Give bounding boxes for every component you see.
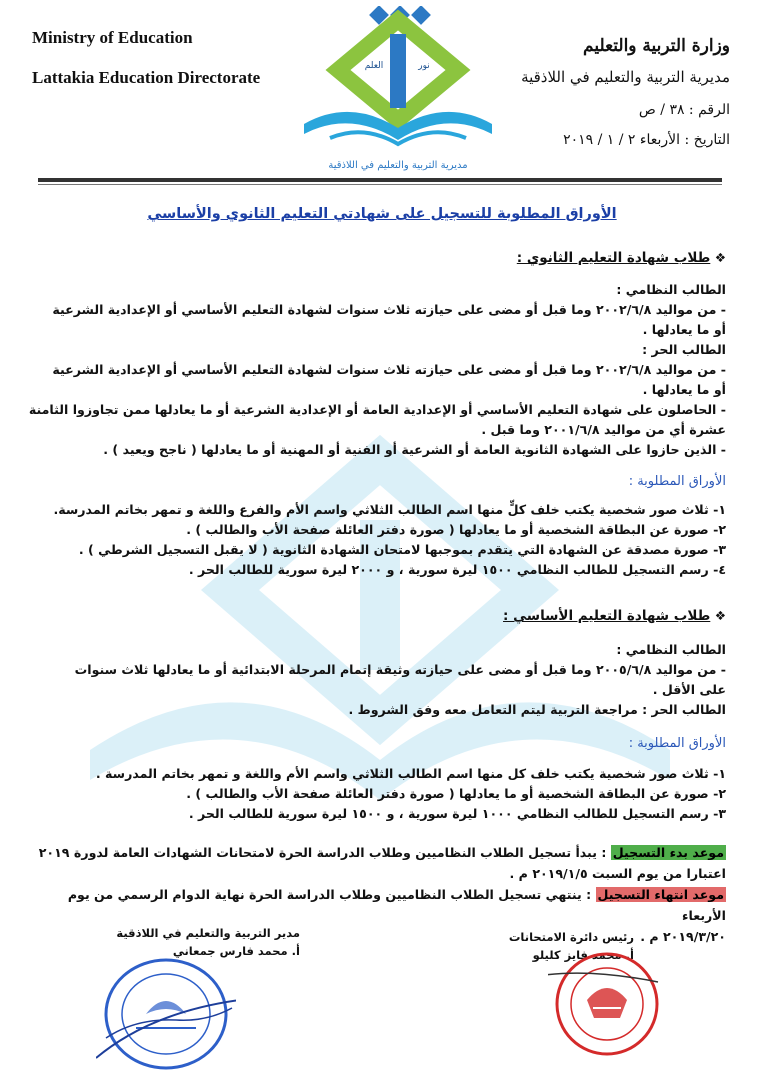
paper-item: ٢- صورة عن البطاقة الشخصية أو ما يعادلها ( صورة دفتر العائلة صفحة الأب والطالب ) .	[186, 786, 726, 801]
secondary-free-line: أو ما يعادلها .	[642, 382, 726, 397]
diamond-bullet-icon: ❖	[710, 608, 726, 623]
paper-item: ١- ثلاث صور شخصية يكتب خلف كل منها اسم الطالب الثلاثي واسم الأم واللغة و تمهر بخاتم المدرسة .	[95, 766, 726, 781]
secondary-section	[26, 248, 726, 580]
end-date-text-cont: ٢٠١٩/٣/٢٠ م .	[640, 929, 726, 944]
paper-item: ٤- رسم التسجيل للطالب النظامي ١٥٠٠ ليرة سورية ، و ٢٠٠٠ ليرة سورية للطالب الحر .	[188, 562, 726, 577]
paper-item: ١- ثلاث صور شخصية يكتب خلف كلٍّ منها اسم الطالب الثلاثي واسم الأم والفرع واللغة و تمهر بخاتم المدرسة.	[53, 502, 726, 517]
start-date-label: موعد بدء التسجيل	[612, 845, 724, 860]
left-signer-title: مدير التربية والتعليم في اللاذقية	[116, 926, 300, 940]
secondary-regular-line: - من مواليد ٢٠٠٢/٦/٨ وما قبل أو مضى على حيازته ثلاث سنوات لشهادة التعليم الأساسي أو الإعدادية الشرعية	[52, 302, 726, 317]
logo-word-left: العلم	[364, 61, 384, 71]
directorate-ar: مديرية التربية والتعليم في اللاذقية	[521, 68, 730, 86]
secondary-papers-label: الأوراق المطلوبة :	[628, 474, 726, 489]
paper-item: ٣- رسم التسجيل للطالب النظامي ١٠٠٠ ليرة سورية ، و ١٥٠٠ ليرة سورية للطالب الحر .	[188, 806, 726, 821]
left-signer-name: أ. محمد فارس جمعاني	[172, 944, 300, 958]
ministry-en: Ministry of Education	[32, 28, 193, 47]
right-signer-title: رئيس دائرة الامتحانات	[508, 930, 634, 944]
basic-regular-line: - من مواليد ٢٠٠٥/٦/٨ وما قبل أو مضى على حيازته وثيقة إتمام المرحلة الابتدائية أو ما يعادلها ثلاث سنوات	[74, 662, 726, 677]
start-date-text-cont: اعتبارا من يوم السبت ٢٠١٩/١/٥ م .	[509, 866, 726, 881]
end-date-label: موعد انتهاء التسجيل	[597, 887, 724, 902]
end-date-text: : ينتهي تسجيل الطلاب النظاميين وطلاب الدراسة الحرة نهاية الدوام الرسمي من يوم الأربعاء	[67, 887, 726, 923]
basic-free-line: الطالب الحر : مراجعة التربية ليتم التعامل معه وفق الشروط .	[348, 702, 726, 717]
secondary-free-label: الطالب الحر :	[642, 342, 726, 357]
red-stamp	[548, 948, 666, 1058]
ministry-logo	[300, 6, 496, 176]
directorate-en: Lattakia Education Directorate	[32, 68, 261, 87]
blue-stamp	[96, 948, 236, 1072]
paper-item: ٣- صورة مصدقة عن الشهادة التي يتقدم بموجبها لامتحان الشهادة الثانوية ( لا يقبل التسجيل الشرطي ) .	[78, 542, 726, 557]
paper-item: ٢- صورة عن البطاقة الشخصية أو ما يعادلها ( صورة دفتر العائلة صفحة الأب والطالب ) .	[186, 522, 726, 537]
document-title: الأوراق المطلوبة للتسجيل على شهادتي التعليم الثانوي والأساسي	[147, 206, 617, 222]
reference-number: الرقم : ٣٨ / ص	[638, 102, 730, 118]
logo-caption: مديرية التربية والتعليم في اللاذقية	[328, 160, 468, 171]
basic-section	[26, 606, 726, 824]
basic-regular-label: الطالب النظامي :	[616, 642, 726, 657]
secondary-free-line: عشرة أي من مواليد ٢٠٠١/٦/٨ وما قبل .	[481, 422, 726, 437]
start-date-text: : يبدأ تسجيل الطلاب النظاميين وطلاب الدراسة الحرة لامتحانات الشهادات العامة لدورة ٢٠١٩	[38, 845, 607, 860]
right-signer-name: أ. محمد فايز كليلو	[532, 948, 634, 962]
secondary-regular-label: الطالب النظامي :	[616, 282, 726, 297]
logo-word-right: نور	[418, 61, 430, 71]
secondary-free-line: - من مواليد ٢٠٠٢/٦/٨ وما قبل أو مضى على حيازته ثلاث سنوات لشهادة التعليم الأساسي أو الإعدادية الشرعية	[52, 362, 726, 377]
header-divider-thin	[38, 184, 722, 185]
basic-regular-line: على الأقل .	[652, 682, 726, 697]
header-divider	[38, 178, 722, 182]
diamond-bullet-icon: ❖	[710, 250, 726, 265]
document-date: التاريخ : الأربعاء ٢ / ١ / ٢٠١٩	[563, 132, 730, 148]
basic-heading: طلاب شهادة التعليم الأساسي :	[503, 608, 711, 624]
secondary-free-line: - الذين حازوا على الشهادة الثانوية العامة أو الشرعية أو الفنية أو المهنية أو ما يعادلها ( ناجح ويعيد ) .	[103, 442, 726, 457]
secondary-heading: طلاب شهادة التعليم الثانوي :	[516, 250, 711, 266]
basic-papers-label: الأوراق المطلوبة :	[628, 736, 726, 751]
secondary-free-line: - الحاصلون على شهادة التعليم الأساسي أو الإعدادية العامة أو الإعدادية الشرعية أو ما يعادلها ممن تجاوزوا الثامنة	[28, 402, 726, 417]
secondary-regular-line: أو ما يعادلها .	[642, 322, 726, 337]
ministry-ar: وزارة التربية والتعليم	[583, 36, 730, 56]
